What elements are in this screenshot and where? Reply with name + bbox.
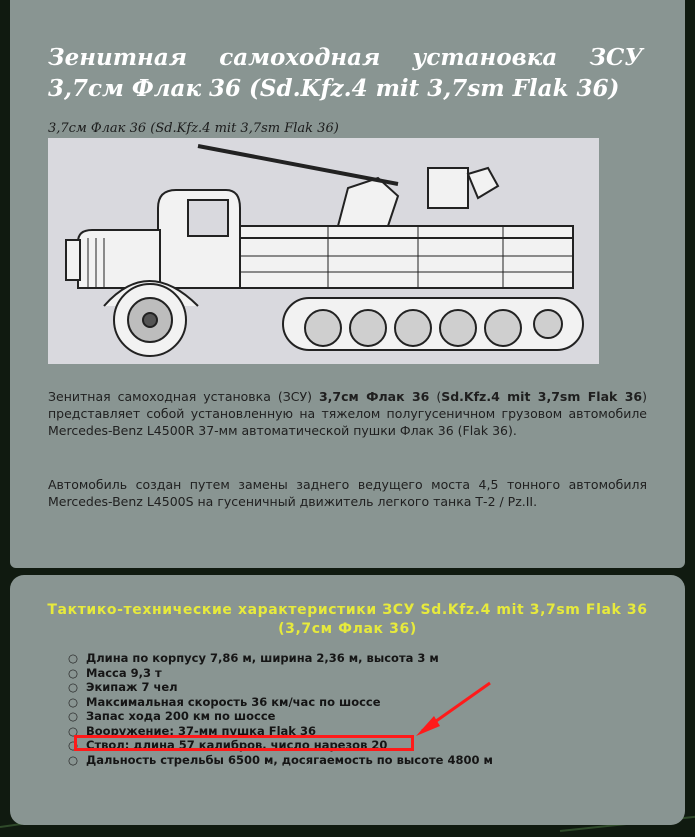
list-item: ○ Максимальная скорость 36 км/час по шоссе xyxy=(68,694,381,709)
list-item: ○ Масса 9,3 т xyxy=(68,665,162,680)
specs-title: Тактико-технические характеристики ЗСУ Sd.Kfz.4 mit 3,7sm Flak 36 (3,7см Флак 36) xyxy=(47,602,648,637)
page-title: Зенитная самоходная установка ЗСУ 3,7см Флак 36 (Sd.Kfz.4 mit 3,7sm Flak 36) xyxy=(48,44,643,102)
article-paragraph-1: Зенитная самоходная установка (ЗСУ) 3,7см Флак 36 (Sd.Kfz.4 mit 3,7sm Flak 36) представляет собой установленную на тяжелом полугусеничном грузовом автомобиле Mercedes-Benz L4500R 37-мм автоматической пушки Флак 36 (Flak 36). xyxy=(48,389,647,438)
bullet-icon: ○ xyxy=(68,738,79,752)
list-item: ○ Длина по корпусу 7,86 м, ширина 2,36 м, высота 3 м xyxy=(68,651,439,665)
bullet-icon: ○ xyxy=(68,752,79,767)
specs-panel xyxy=(10,575,685,825)
bullet-icon: ○ xyxy=(68,665,79,680)
article-panel xyxy=(10,0,685,568)
bullet-icon: ○ xyxy=(68,694,79,709)
bullet-icon: ○ xyxy=(68,651,79,665)
red-arrow-icon xyxy=(10,575,685,825)
list-item: ○ Экипаж 7 чел xyxy=(68,680,178,694)
list-item: ○ Дальность стрельбы 6500 м, досягаемость по высоте 4800 м xyxy=(68,752,493,767)
image-caption: 3,7см Флак 36 (Sd.Kfz.4 mit 3,7sm Flak 36) xyxy=(48,121,339,136)
halftrack-flak-vehicle-icon xyxy=(48,138,599,364)
bullet-icon: ○ xyxy=(68,709,79,723)
list-item-highlighted: ○ Ствол: длина 57 калибров, число нарезов 20 xyxy=(68,738,388,752)
list-item: ○ Запас хода 200 км по шоссе xyxy=(68,709,276,723)
article-paragraph-2: Автомобиль создан путем замены заднего ведущего моста 4,5 тонного автомобиля Mercedes-Benz L4500S на гусеничный движитель легкого танка Т-2 / Pz.II. xyxy=(48,477,647,509)
list-item: ○ Вооружение: 37-мм пушка Flak 36 xyxy=(68,723,316,738)
bullet-icon: ○ xyxy=(68,680,79,694)
bullet-icon: ○ xyxy=(68,723,79,738)
